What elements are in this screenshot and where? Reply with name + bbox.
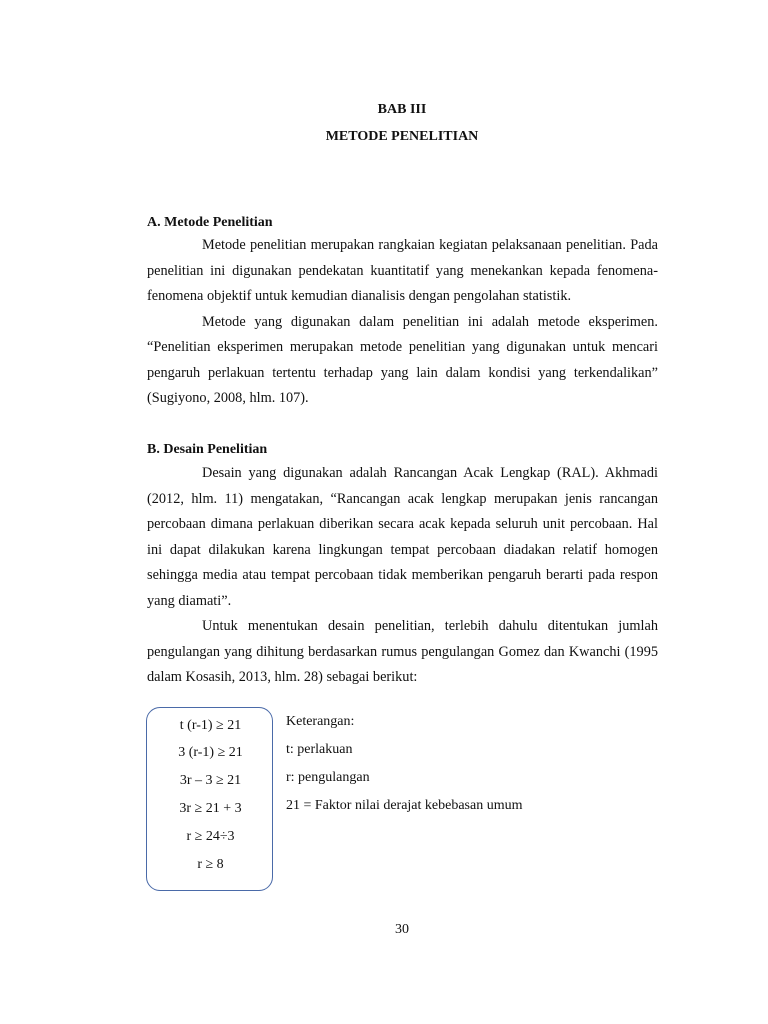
section-b-paragraph-1: Desain yang digunakan adalah Rancangan Acak Lengkap (RAL). Akhmadi (2012, hlm. 11) mengatakan, “Rancangan acak lengkap merupakan jenis rancangan percobaan dimana perlakuan diberikan secara acak kepada seluruh unit percobaan. Hal ini dapat dilakukan karena lingkungan tempat percobaan diadakan relatif homogen sehingga media atau tempat percobaan tidak memberikan pengaruh berarti pada respon yang diamati”. — [147, 465, 658, 609]
legend-item: t: perlakuan — [286, 742, 353, 757]
section-a-paragraph-2: Metode yang digunakan dalam penelitian ini adalah metode eksperimen. “Penelitian eksperimen merupakan metode penelitian yang digunakan untuk mencari pengaruh perlakuan tertentu terhadap yang lain dalam kondisi yang terkendalikan” (Sugiyono, 2008, hlm. 107). — [147, 313, 658, 406]
legend-item: r: pengulangan — [286, 770, 370, 785]
section-a-heading: A. Metode Penelitian — [147, 215, 273, 230]
legend-item: 21 = Faktor nilai derajat kebebasan umum — [286, 798, 523, 813]
section-b-heading: B. Desain Penelitian — [147, 442, 268, 457]
formula-line: t (r-1) ≥ 21 — [179, 718, 242, 733]
chapter-number: BAB III — [377, 102, 427, 117]
formula-box — [146, 707, 273, 891]
section-a-paragraph-1: Metode penelitian merupakan rangkaian kegiatan pelaksanaan penelitian. Pada penelitian ini digunakan pendekatan kuantitatif yang menekankan kepada fenomena-fenomena objektif untuk kemudian dianalisis dengan pengolahan statistik. — [147, 237, 658, 304]
formula-line: 3r – 3 ≥ 21 — [179, 773, 242, 788]
page-number: 30 — [395, 922, 409, 937]
section-b-paragraph-2: Untuk menentukan desain penelitian, terlebih dahulu ditentukan jumlah pengulangan yang dihitung berdasarkan rumus pengulangan Gomez dan Kwanchi (1995 dalam Kosasih, 2013, hlm. 28) sebagai berikut: — [147, 618, 658, 685]
formula-line: r ≥ 8 — [197, 857, 224, 872]
formula-line: 3 (r-1) ≥ 21 — [178, 745, 243, 760]
formula-line: r ≥ 24÷3 — [186, 829, 235, 844]
section-a-body — [147, 233, 658, 412]
legend-title: Keterangan: — [286, 714, 355, 729]
section-b-body — [147, 461, 658, 691]
formula-line: 3r ≥ 21 + 3 — [179, 801, 242, 816]
chapter-title: METODE PENELITIAN — [325, 129, 479, 144]
